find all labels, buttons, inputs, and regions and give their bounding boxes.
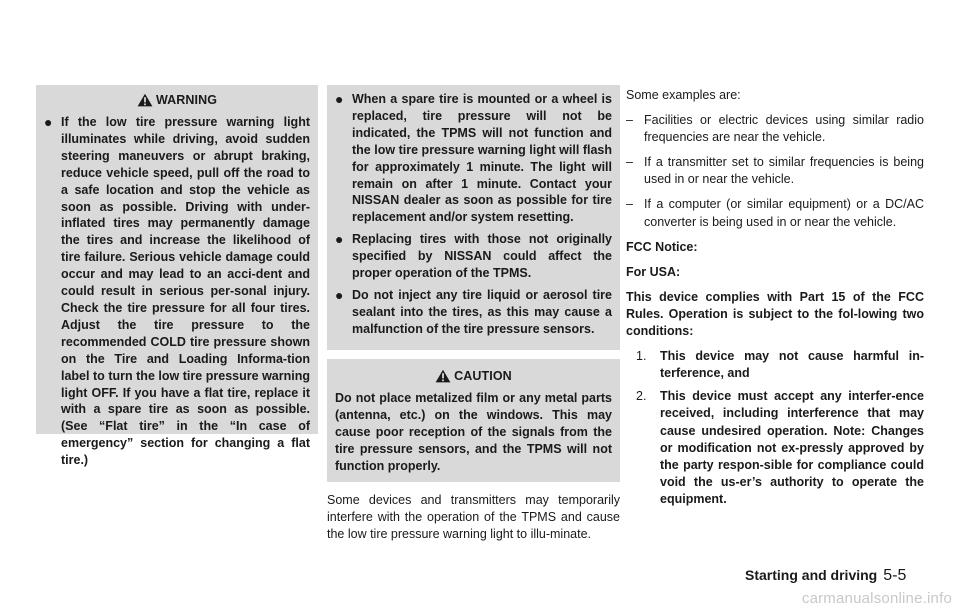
caution-box xyxy=(327,359,620,482)
warning-bullet-text: Replacing tires with those not originally specified by NISSAN could affect the proper operation of the TPMS. xyxy=(352,232,612,281)
warning-box-continued xyxy=(327,85,620,350)
caution-text: Do not place metalized film or any metal parts (antenna, etc.) on the windows. This may cause poor reception of the signals from the tire pressure sensors, and the TPMS will not function properly. xyxy=(335,390,612,473)
fcc-condition xyxy=(626,348,924,382)
page-number: 5-5 xyxy=(883,567,907,584)
warning-bullet xyxy=(335,91,612,226)
bullet-dot: ● xyxy=(335,91,344,107)
right-column xyxy=(626,87,924,514)
warning-bullet-text: Do not inject any tire liquid or aerosol tire sealant into the tires, as this may cause a malfunction of the tire pressure sensors. xyxy=(352,287,612,336)
fcc-condition xyxy=(626,388,924,508)
warning-header xyxy=(44,91,310,109)
example-text: Facilities or electric devices using similar radio frequencies are near the vehicle. xyxy=(644,113,924,145)
example-item xyxy=(626,196,924,230)
interference-paragraph: Some devices and transmitters may temporarily interfere with the operation of the TPMS and cause the low tire pressure warning light to illu-minate. xyxy=(327,492,620,541)
fcc-region: For USA: xyxy=(626,264,681,279)
example-text: If a transmitter set to similar frequencies is being used in or near the vehicle. xyxy=(644,155,924,187)
condition-number: 1. xyxy=(636,349,647,364)
warning-bullet xyxy=(335,231,612,282)
watermark: carmanualsonline.info xyxy=(801,590,952,607)
warning-box xyxy=(36,85,318,468)
middle-column xyxy=(327,85,620,543)
warning-title: WARNING xyxy=(155,93,218,107)
condition-number: 2. xyxy=(636,389,647,404)
example-item xyxy=(626,154,924,188)
examples-intro: Some examples are: xyxy=(626,88,741,102)
condition-text: This device must accept any interfer-ence received, including interference that may cause undesired operation. Note: Changes or modification not ex-pressly approved by the party respon-sible for compliance could void the us-er’s authority to operate the equipment. xyxy=(660,389,924,506)
page-footer xyxy=(745,567,906,585)
condition-text: This device may not cause harmful in-terference, and xyxy=(660,349,924,381)
warning-bullet-text: When a spare tire is mounted or a wheel is replaced, tire pressure will not be indicated, the TPMS will not function and the low tire pressure warning light will flash for approximately 1 minute. The light will remain on after 1 minute. Contact your NISSAN dealer as soon as possible for tire replacement and/or system resetting. xyxy=(352,92,612,225)
warning-bullet xyxy=(335,287,612,338)
bullet-dot: ● xyxy=(335,231,344,248)
warning-bullet-text: If the low tire pressure warning light illuminates while driving, avoid sudden steering maneuvers or abrupt braking, reduce vehicle speed, pull off the road to a safe location and stop the vehicle as soon as possible. Driving with under-inflated tires may permanently damage the tires and increase the likelihood of tire failure. Serious vehicle damage could occur and may lead to an acci-dent and could result in serious per-sonal injury. Check the tire pressure for all four tires. Adjust the tire pressure to the recommended COLD tire pressure shown on the Tire and Loading Informa-tion label to turn the low tire pressure warning light OFF. If you have a flat tire, replace it with a spare tire as soon as possible. (See “Flat tire” in the “In case of emergency” section for changing a flat tire.) xyxy=(61,115,310,468)
dash-marker: – xyxy=(626,155,633,170)
fcc-statement: This device complies with Part 15 of the FCC Rules. Operation is subject to the fol-lowing two conditions: xyxy=(626,289,924,339)
dash-marker: – xyxy=(626,113,633,128)
fcc-notice-heading: FCC Notice: xyxy=(626,239,698,254)
section-title: Starting and driving xyxy=(745,567,878,583)
example-item xyxy=(626,112,924,146)
bullet-dot: ● xyxy=(335,286,344,303)
warning-triangle-icon xyxy=(137,93,153,107)
example-text: If a computer (or similar equipment) or a DC/AC converter is being used in or near the vehicle. xyxy=(644,197,924,229)
caution-title: CAUTION xyxy=(454,368,512,383)
caution-header xyxy=(335,367,612,385)
caution-triangle-icon xyxy=(435,369,451,383)
warning-bullet xyxy=(44,114,310,469)
bullet-dot: ● xyxy=(44,114,53,130)
warning-column xyxy=(36,85,318,468)
dash-marker: – xyxy=(626,197,633,212)
